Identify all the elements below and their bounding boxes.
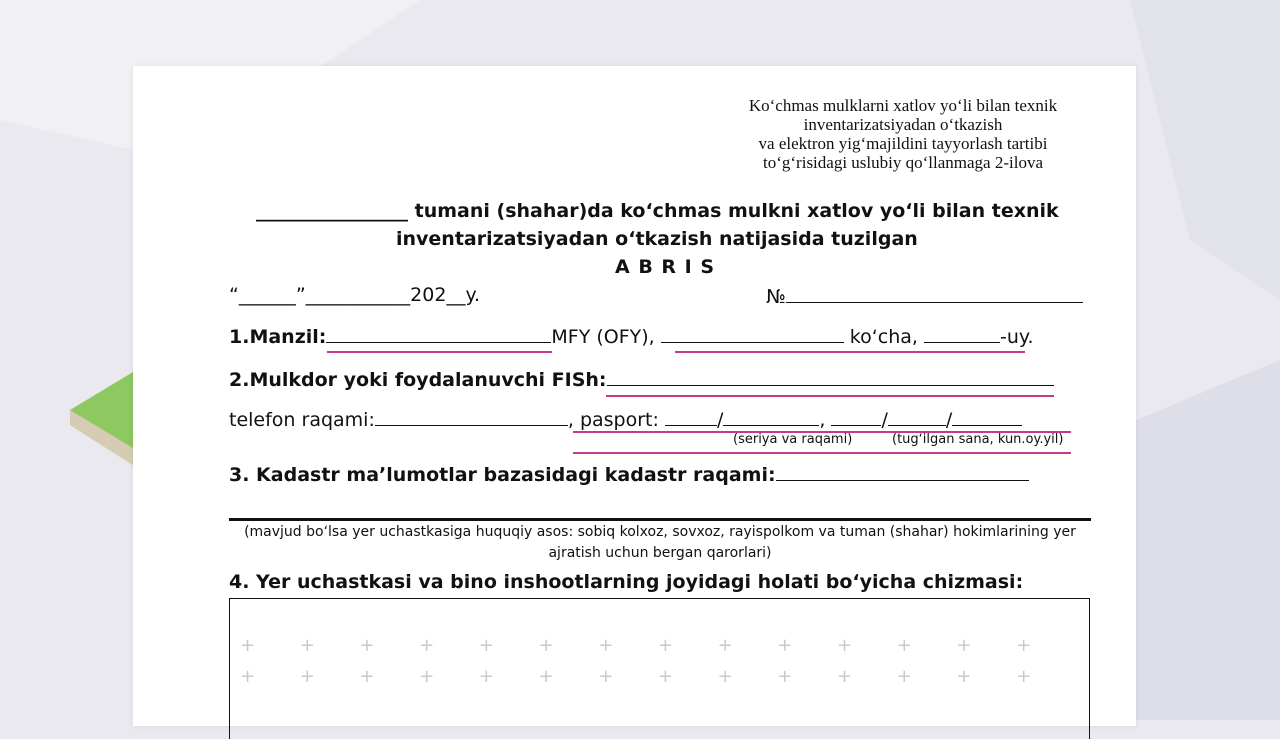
owner-label: 2.Mulkdor yoki foydalanuvchi FISh:: [229, 369, 607, 391]
series-hint: (seriya va raqami): [733, 432, 853, 447]
document-title-abris: A B R I S: [615, 256, 716, 278]
cadastre-label: 3. Kadastr maʼlumotlar bazasidagi kadastr raqami:: [229, 464, 776, 486]
grid-plus-mark: +: [240, 635, 256, 656]
birthdate-hint: (tugʻilgan sana, kun.oy.yil): [892, 432, 1064, 447]
owner-name-blank[interactable]: [607, 367, 1054, 386]
document-title-line-1: [256, 200, 1059, 222]
appendix-note-line: Koʻchmas mulklarni xatlov yoʻli bilan texnik: [748, 96, 1058, 115]
grid-plus-mark: +: [359, 635, 375, 656]
cadastre-row: [229, 462, 1029, 486]
grid-plus-mark: +: [956, 666, 972, 687]
sketch-label: 4. Yer uchastkasi va bino inshootlarning joyidagi holati boʻyicha chizmasi:: [229, 571, 1024, 593]
grid-plus-mark: +: [657, 635, 673, 656]
street-label: koʻcha,: [849, 326, 918, 348]
document-title-line-2: inventarizatsiyadan oʻtkazish natijasida tuzilgan: [396, 228, 918, 250]
highlight-underline: [606, 395, 1054, 397]
number-blank[interactable]: [786, 284, 1083, 303]
grid-plus-mark: +: [299, 635, 315, 656]
cadastre-number-blank[interactable]: [776, 462, 1029, 481]
grid-plus-mark: +: [598, 666, 614, 687]
number-field[interactable]: [766, 284, 1083, 308]
grid-plus-mark: +: [777, 666, 793, 687]
grid-plus-mark: +: [538, 666, 554, 687]
mfy-label: MFY (OFY),: [551, 326, 655, 348]
grid-plus-mark: +: [598, 635, 614, 656]
cadastre-note-line-2: ajratish uchun bergan qarorlari): [548, 545, 772, 561]
grid-plus-mark: +: [956, 635, 972, 656]
address-label: 1.Manzil:: [229, 326, 327, 348]
number-label: №: [766, 286, 786, 308]
grid-plus-mark: +: [419, 635, 435, 656]
appendix-note-line: inventarizatsiyadan oʻtkazish: [803, 115, 1003, 134]
house-label: -uy.: [1000, 326, 1034, 348]
appendix-note-line: toʻgʻrisidagi uslubiy qoʻllanmaga 2-ilova: [763, 153, 1043, 172]
grid-plus-mark: +: [240, 666, 256, 687]
sketch-area[interactable]: [229, 598, 1090, 739]
grid-plus-mark: +: [717, 666, 733, 687]
phone-label: telefon raqami:: [229, 409, 375, 431]
birth-month-blank[interactable]: [888, 407, 946, 426]
house-blank[interactable]: [924, 324, 1000, 343]
grid-plus-mark: +: [538, 635, 554, 656]
title-text: tumani (shahar)da koʻchmas mulkni xatlov yoʻli bilan texnik: [414, 200, 1059, 222]
grid-plus-mark: +: [419, 666, 435, 687]
cadastre-basis-line[interactable]: [229, 518, 1091, 521]
grid-plus-mark: +: [657, 666, 673, 687]
passport-number-blank[interactable]: [723, 407, 819, 426]
grid-plus-mark: +: [837, 635, 853, 656]
district-blank[interactable]: ________________: [256, 200, 408, 222]
birth-year-blank[interactable]: [952, 407, 1022, 426]
highlight-underline: [327, 351, 552, 353]
passport-series-blank[interactable]: [665, 407, 717, 426]
grid-plus-mark: +: [478, 666, 494, 687]
grid-plus-mark: +: [1016, 635, 1032, 656]
phone-row: telefon raqami: , pasport: / , / /: [229, 407, 1022, 431]
grid-plus-mark: +: [837, 666, 853, 687]
document-page: [133, 66, 1136, 726]
birth-day-blank[interactable]: [831, 407, 881, 426]
owner-row: [229, 367, 1054, 391]
grid-plus-mark: +: [299, 666, 315, 687]
grid-plus-mark: +: [896, 635, 912, 656]
address-row: [229, 324, 1034, 348]
phone-blank[interactable]: [375, 407, 568, 426]
highlight-underline: [675, 351, 1025, 353]
passport-label: , pasport:: [567, 409, 659, 431]
appendix-note: [693, 96, 1113, 172]
grid-plus-mark: +: [777, 635, 793, 656]
date-field[interactable]: “______”___________202__y.: [229, 284, 481, 306]
grid-plus-mark: +: [896, 666, 912, 687]
highlight-underline: [573, 452, 1071, 454]
mfy-blank[interactable]: [326, 324, 551, 343]
street-blank[interactable]: [661, 324, 844, 343]
grid-plus-mark: +: [1016, 666, 1032, 687]
grid-plus-mark: +: [478, 635, 494, 656]
appendix-note-line: va elektron yigʻmajildini tayyorlash tartibi: [758, 134, 1048, 153]
grid-plus-mark: +: [717, 635, 733, 656]
grid-plus-mark: +: [359, 666, 375, 687]
cadastre-note-line-1: (mavjud boʻlsa yer uchastkasiga huquqiy asos: sobiq kolxoz, sovxoz, rayispolkom va tuman (shahar) hokimlarining yer: [244, 524, 1076, 540]
